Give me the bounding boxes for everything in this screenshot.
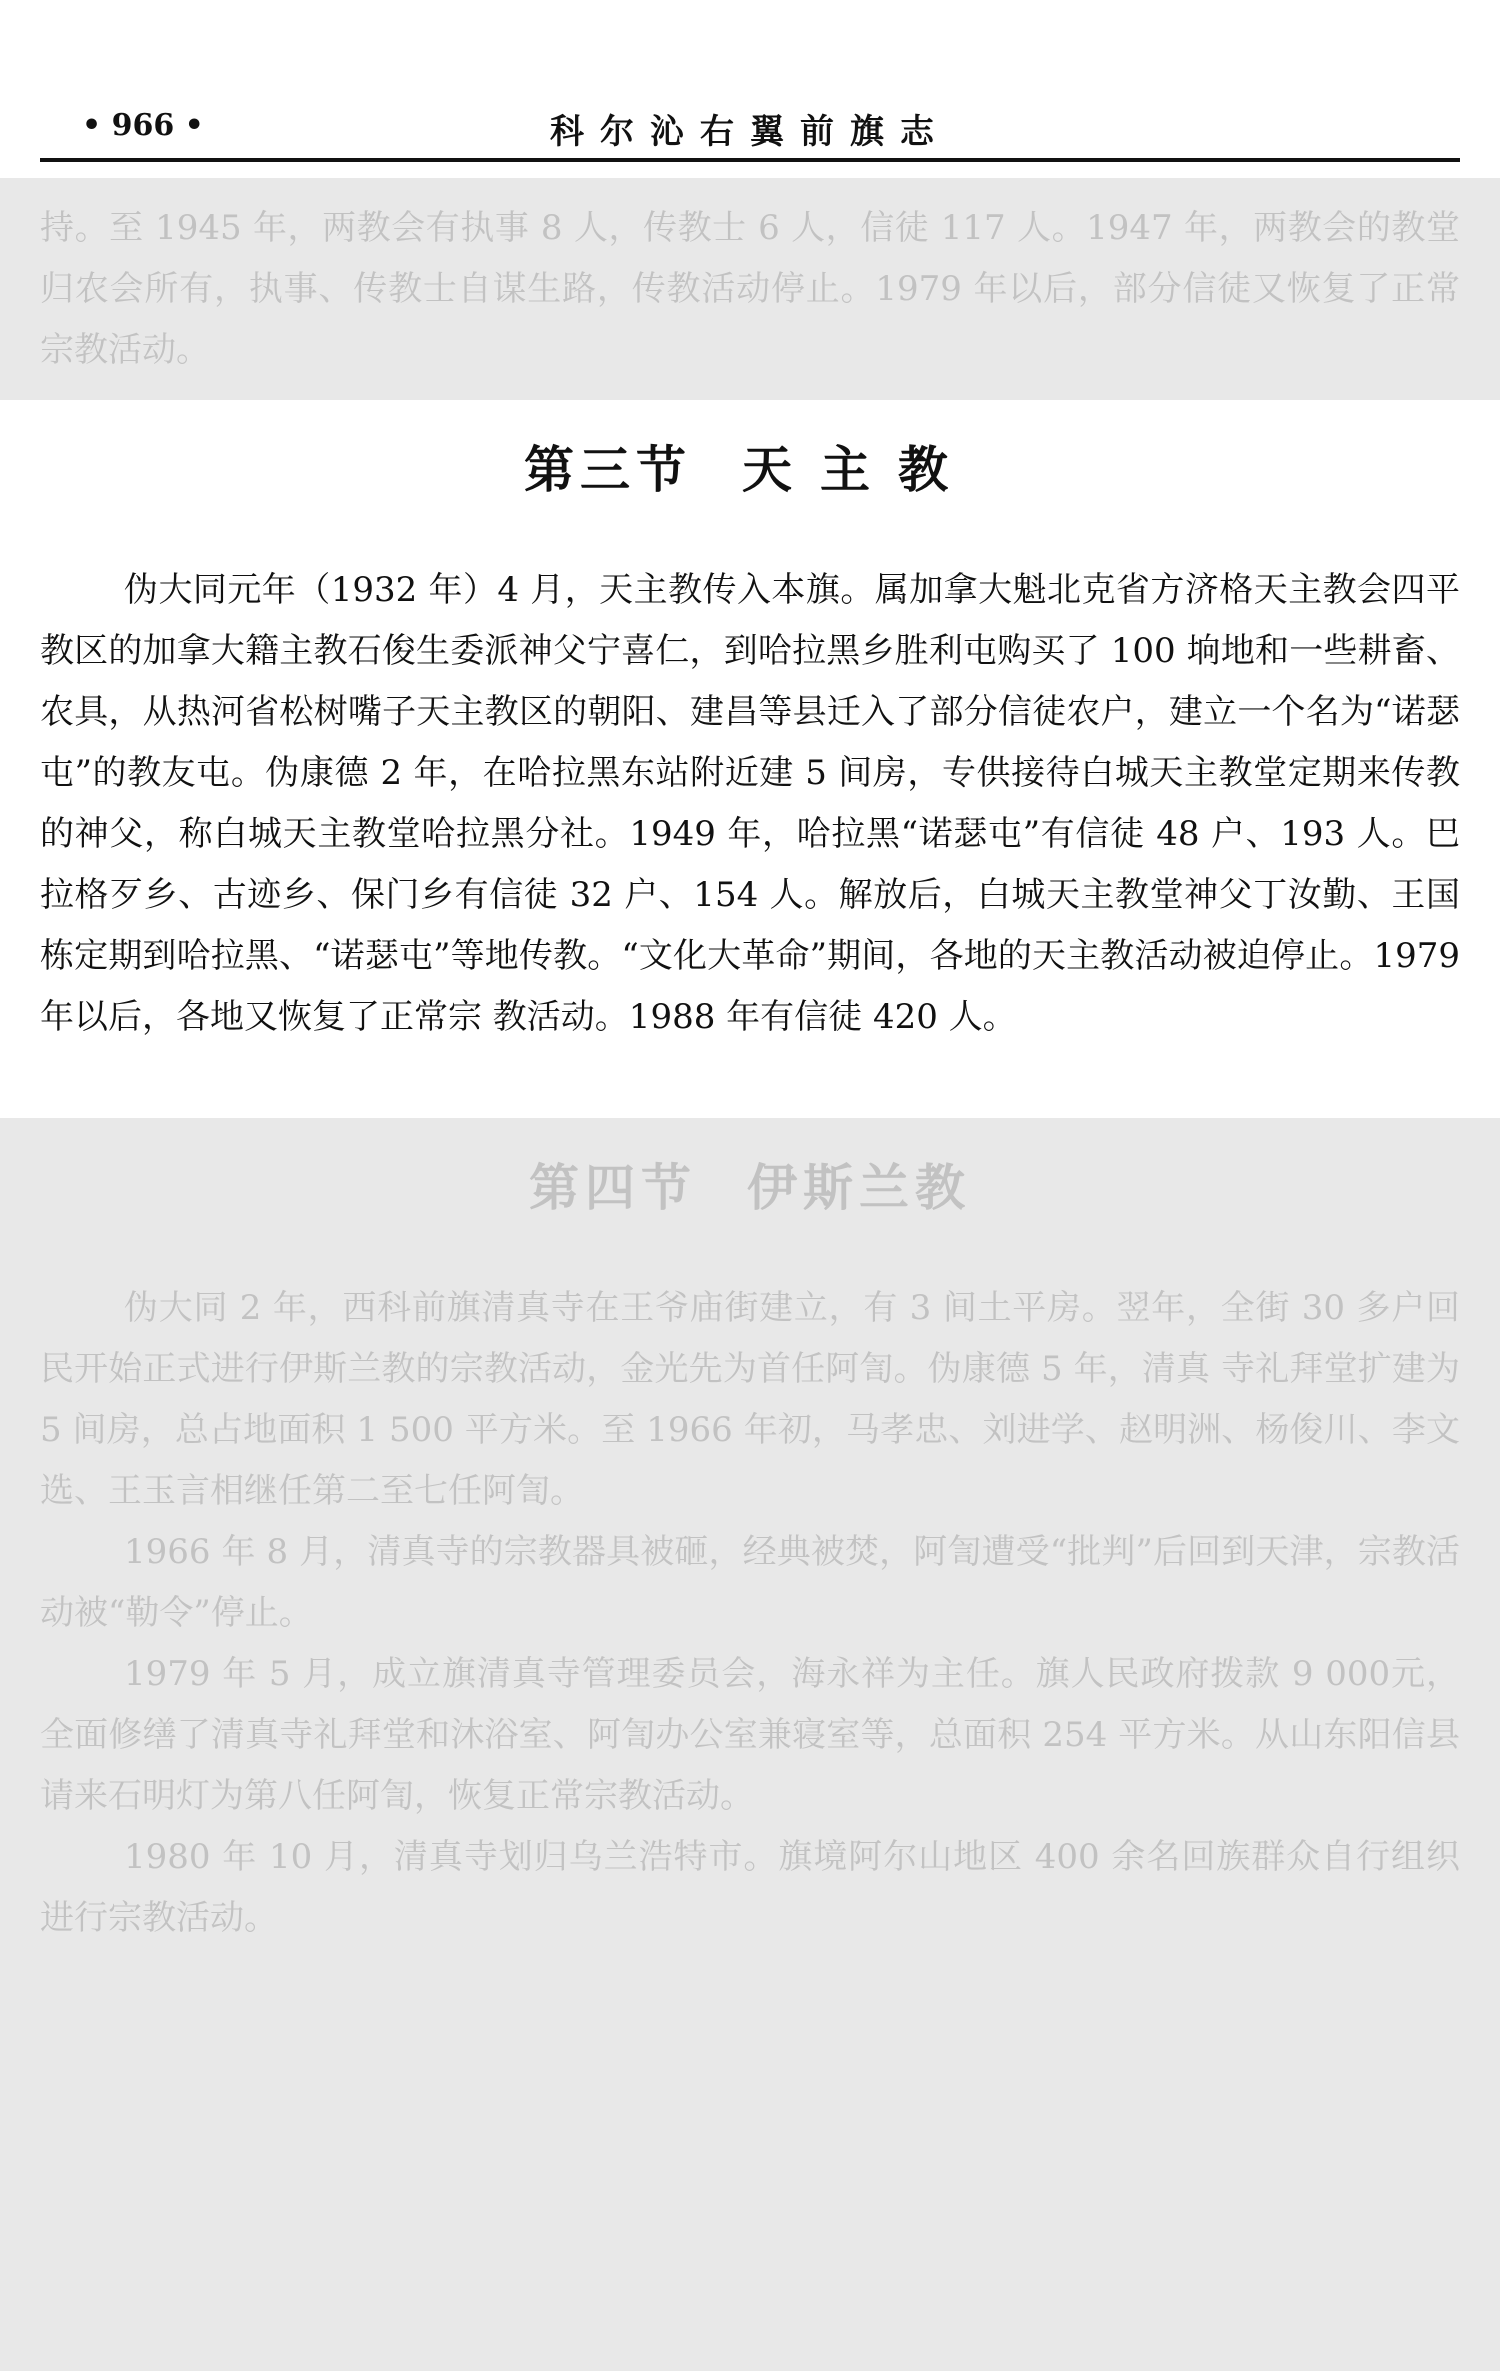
section-title: 伊斯兰教 <box>747 1158 971 1217</box>
section-islam <box>0 1118 1500 2371</box>
header-rule <box>40 158 1460 162</box>
section-catholicism <box>0 400 1500 1118</box>
section-heading <box>0 1148 1500 1220</box>
paragraph: 1980 年 10 月，清真寺划归乌兰浩特市。旗境阿尔山地区 400 余名回族群众自行组织进行宗教活动。 <box>40 1837 1460 1938</box>
section-number: 第三节 <box>524 440 692 499</box>
previous-section-continuation <box>0 178 1500 400</box>
paragraph: 1979 年 5 月，成立旗清真寺管理委员会，海永祥为主任。旗人民政府拨款 9 000元，全面修缮了清真寺礼拜堂和沐浴室、阿訇办公室兼寝室等，总面积 254 平方米。从山东阳信县请来石明灯为第八任阿訇，恢复正常宗教活动。 <box>40 1654 1460 1816</box>
page-number: • 966 • <box>82 108 204 143</box>
book-title: 科尔沁右翼前旗志 <box>550 112 950 152</box>
paragraph: 持。至 1945 年，两教会有执事 8 人，传教士 6 人，信徒 117 人。1947 年，两教会的教堂归农会所有，执事、传教士自谋生路，传教活动停止。1979 年以后，部分信徒又恢复了正常宗教活动。 <box>40 208 1460 370</box>
section-number: 第四节 <box>529 1158 697 1217</box>
paragraph: 1966 年 8 月，清真寺的宗教器具被砸，经典被焚，阿訇遭受“批判”后回到天津，宗教活动被“勒令”停止。 <box>40 1532 1460 1633</box>
section-title: 天主教 <box>742 440 976 499</box>
paragraph: 伪大同元年（1932 年）4 月，天主教传入本旗。属加拿大魁北克省方济格天主教会四平教区的加拿大籍主教石俊生委派神父宁喜仁，到哈拉黑乡胜利屯购买了 100 垧地和一些耕畜、农具，从热河省松树嘴子天主教区的朝阳、建昌等县迁入了部分信徒农户，建立一个名为“诺瑟屯”的教友屯。伪康德 2 年，在哈拉黑东站附近建 5 间房，专供接待白城天主教堂定期来传教的神父，称白城天主教堂哈拉黑分社。1949 年，哈拉黑“诺瑟屯”有信徒 48 户、193 人。巴拉格歹乡、古迹乡、保门乡有信徒 32 户、154 人。解放后，白城天主教堂神父丁汝勤、王国栋定期到哈拉黑、“诺瑟屯”等地传教。“文化大革命”期间，各地的天主教活动被迫停止。1979 年以后，各地又恢复了正常宗 教活动。1988 年有信徒 420 人。 <box>40 570 1460 1037</box>
section-heading <box>0 430 1500 502</box>
page-header <box>0 0 1500 178</box>
paragraph: 伪大同 2 年，西科前旗清真寺在王爷庙街建立，有 3 间土平房。翌年，全街 30 多户回民开始正式进行伊斯兰教的宗教活动，金光先为首任阿訇。伪康德 5 年，清真 寺礼拜堂扩建为 5 间房，总占地面积 1 500 平方米。至 1966 年初，马孝忠、刘进学、赵明洲、杨俊川、李文选、王玉言相继任第二至七任阿訇。 <box>40 1288 1460 1511</box>
